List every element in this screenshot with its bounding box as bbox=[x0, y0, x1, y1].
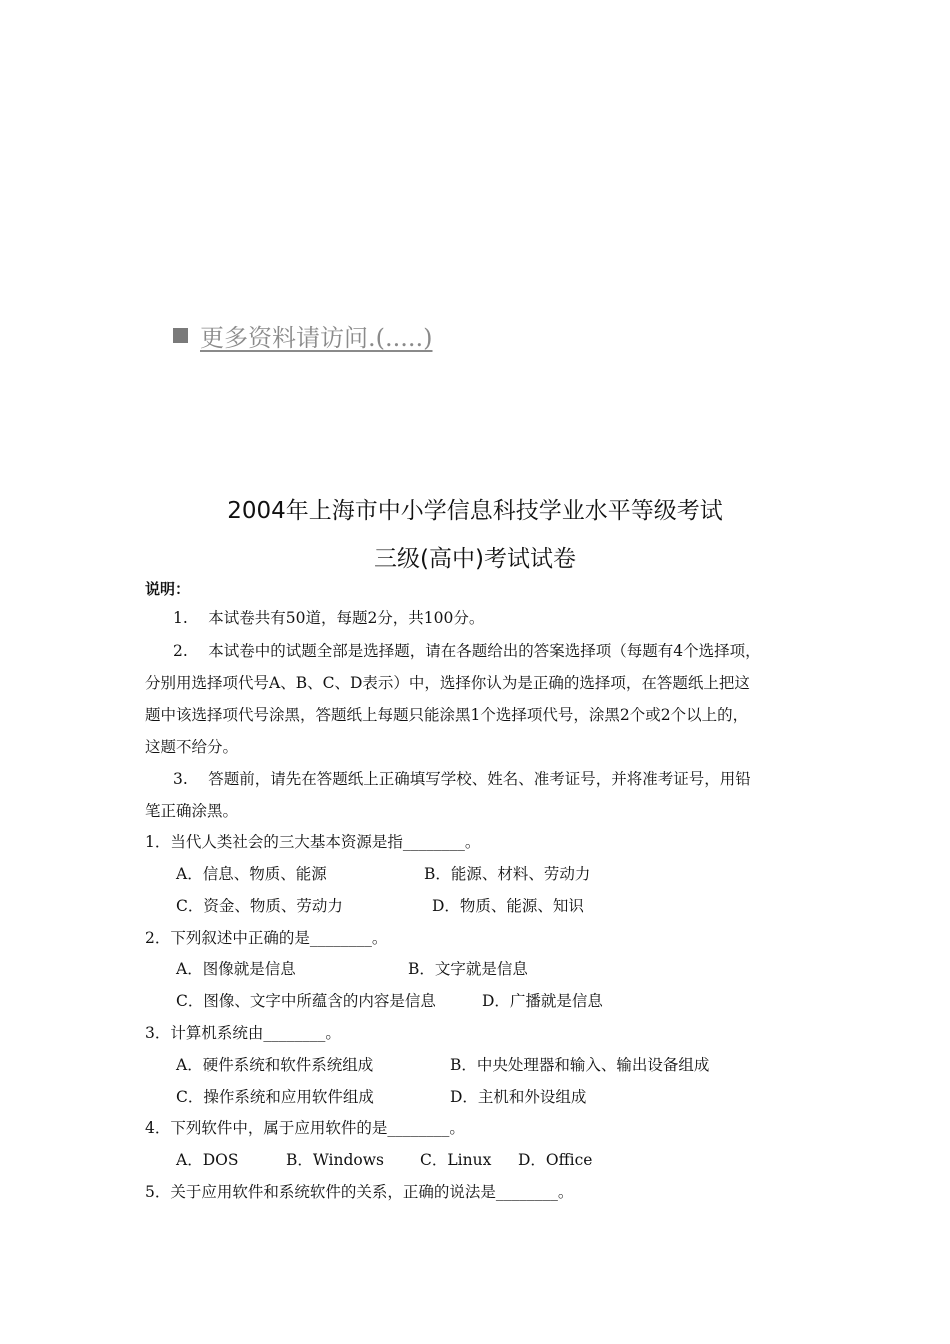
question-1: 1．当代人类社会的三大基本资源是指________。 bbox=[145, 833, 481, 851]
question-3-option-b: B．中央处理器和输入、输出设备组成 bbox=[450, 1056, 710, 1074]
question-3-option-d: D．主机和外设组成 bbox=[450, 1088, 587, 1106]
visit-link[interactable] bbox=[173, 318, 433, 353]
question-3-option-c: C．操作系统和应用软件组成 bbox=[176, 1088, 374, 1106]
question-1-option-a: A．信息、物质、能源 bbox=[176, 865, 327, 883]
question-2-option-b: B．文字就是信息 bbox=[408, 960, 528, 978]
question-3: 3．计算机系统由________。 bbox=[145, 1024, 341, 1042]
instruction-line: 分别用选择项代号A、B、C、D表示）中，选择你认为是正确的选择项，在答题纸上把这 bbox=[145, 674, 750, 692]
exam-title: 2004年上海市中小学信息科技学业水平等级考试 bbox=[227, 498, 723, 524]
instruction-line: 1. 本试卷共有50道，每题2分，共100分。 bbox=[173, 609, 485, 627]
question-1-option-d: D．物质、能源、知识 bbox=[432, 897, 584, 915]
question-4: 4．下列软件中，属于应用软件的是________。 bbox=[145, 1119, 465, 1137]
question-1-option-c: C．资金、物质、劳动力 bbox=[176, 897, 343, 915]
instruction-line: 2. 本试卷中的试题全部是选择题，请在各题给出的答案选择项（每题有4个选择项， bbox=[173, 642, 761, 660]
instruction-line: 题中该选择项代号涂黑，答题纸上每题只能涂黑1个选择项代号，涂黑2个或2个以上的， bbox=[145, 706, 749, 724]
question-1-option-b: B．能源、材料、劳动力 bbox=[424, 865, 591, 883]
instructions-heading: 说明： bbox=[145, 580, 191, 598]
question-3-option-a: A．硬件系统和软件系统组成 bbox=[176, 1056, 374, 1074]
instruction-line: 笔正确涂黑。 bbox=[145, 802, 239, 820]
question-5: 5．关于应用软件和系统软件的关系，正确的说法是________。 bbox=[145, 1183, 574, 1201]
question-2: 2．下列叙述中正确的是________。 bbox=[145, 929, 388, 947]
exam-subtitle: 三级(高中)考试试卷 bbox=[374, 546, 576, 572]
question-4-option-b: B．Windows bbox=[286, 1151, 384, 1169]
question-4-option-d: D．Office bbox=[518, 1151, 593, 1169]
question-4-option-c: C．Linux bbox=[420, 1151, 492, 1169]
square-bullet-icon bbox=[173, 328, 188, 343]
question-2-option-d: D．广播就是信息 bbox=[482, 992, 603, 1010]
question-2-option-a: A．图像就是信息 bbox=[176, 960, 296, 978]
visit-link-text[interactable]: 更多资料请访问.(.....) bbox=[200, 324, 433, 352]
question-2-option-c: C．图像、文字中所蕴含的内容是信息 bbox=[176, 992, 436, 1010]
instruction-line: 这题不给分。 bbox=[145, 738, 239, 756]
instruction-line: 3. 答题前，请先在答题纸上正确填写学校、姓名、准考证号，并将准考证号，用铅 bbox=[173, 770, 751, 788]
question-4-option-a: A．DOS bbox=[176, 1151, 239, 1169]
